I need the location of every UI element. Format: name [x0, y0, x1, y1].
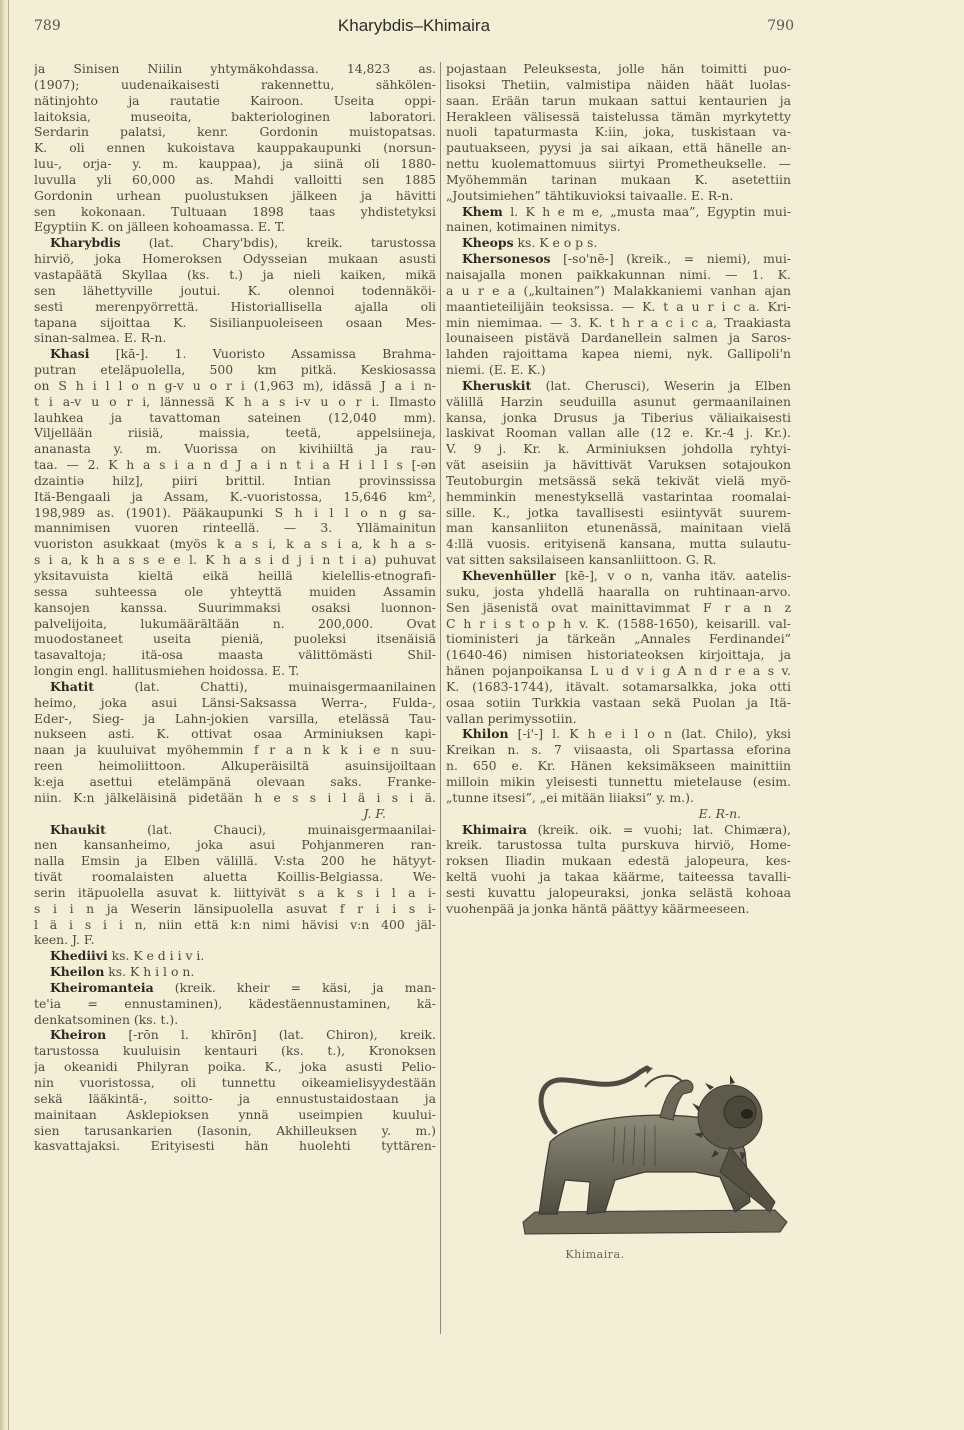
text-line — [34, 568, 436, 584]
text-line — [446, 536, 791, 552]
line-text: V. 9 j. Kr. k. Arminiuksen johdolla ryhtyi- — [446, 441, 791, 457]
chimera-illustration-icon — [495, 1062, 795, 1242]
line-text: min niemimaa. — 3. K. t h r a c i c a, Traakiasta — [446, 314, 791, 330]
line-text: Serdarin palatsi, kenr. Gordonin muistopatsas. — [34, 124, 436, 140]
line-text: Viljellään riisiä, maissia, teetä, appelsiineja, — [34, 425, 436, 441]
line-text: C h r i s t o p h v. K. (1588-1650), keisarill. val- — [446, 615, 791, 631]
text-line — [446, 552, 791, 568]
running-title: Kharybdis–Khimaira — [337, 16, 491, 35]
text-line — [34, 441, 436, 457]
text-line — [34, 378, 436, 394]
text-line — [34, 631, 436, 647]
khimaira-figure — [495, 1062, 795, 1272]
text-line — [34, 584, 436, 600]
text-line — [34, 647, 436, 663]
text-line — [446, 679, 791, 695]
text-line — [446, 663, 791, 679]
text-line — [446, 441, 791, 457]
text-line — [34, 505, 436, 521]
text-line — [34, 1075, 436, 1091]
line-text: lauhkea ja tavattoman sateinen (12,040 mm). — [34, 409, 436, 425]
line-text: nainen, kotimainen nimitys. — [446, 219, 621, 235]
line-text: nalla Emsin ja Elben välillä. V:sta 200 he hätyyt- — [34, 853, 436, 869]
text-line — [34, 172, 436, 188]
text-line — [34, 1107, 436, 1123]
text-line — [34, 330, 436, 346]
text-line — [34, 853, 436, 869]
line-text: vät aseisiin ja hävittivät Varuksen sotajoukon — [446, 457, 791, 473]
line-text: „tunne itsesi”, „ei mitään liiaksi” y. m.). — [446, 789, 694, 805]
line-text: (lat. Chatti), muinaisgermaanilainen — [93, 678, 436, 694]
entry-headword: Khimaira — [462, 821, 527, 837]
entry-headword-line — [446, 378, 791, 394]
line-text: hemminkin menestyksellä vastarintaa roomalai- — [446, 488, 791, 504]
line-text: nettu kuolemattomuus siirtyi Prometheukselle. — — [446, 156, 791, 172]
line-text: mannimisen vuoren rinteellä. — 3. Yllämainitun — [34, 520, 436, 536]
text-line — [446, 695, 791, 711]
text-line — [446, 901, 791, 917]
line-text: yksitavuista kieltä eikä heillä kielellis-etnografi- — [34, 568, 436, 583]
line-text: (1907); uudenaikaisesti rakennettu, sähkölen- — [34, 76, 436, 92]
page-number-left: 789 — [34, 18, 61, 34]
line-text: [-i'-] l. K h e i l o n (lat. Chilo), yksi — [508, 726, 791, 742]
text-line — [34, 93, 436, 109]
text-line — [34, 473, 436, 489]
text-line — [34, 188, 436, 204]
line-text: E. R-n. — [698, 805, 741, 821]
line-text: K. (1683-1744), itävalt. sotamarsalkka, joka otti — [446, 678, 791, 694]
line-text: vuohenpää ja jonka häntä päättyy käärmeeseen. — [446, 900, 750, 916]
line-text: kreik. tarustossa tulta purskuva hirviö, Home- — [446, 837, 791, 853]
line-text: man kansanliiton etunenässä, mainitaan vielä — [446, 520, 791, 536]
text-line — [446, 267, 791, 283]
text-line — [446, 505, 791, 521]
line-text: nuoli tapaturmasta K:iin, joka, tuskistaan va- — [446, 124, 791, 140]
entry-headword-line — [446, 568, 791, 584]
entry-headword-line — [34, 822, 436, 838]
text-line — [34, 156, 436, 172]
line-text: Sen jäsenistä ovat mainittavimmat F r a n z — [446, 599, 791, 615]
page-binding-edge — [0, 0, 9, 1430]
text-line — [446, 109, 791, 125]
text-line — [34, 726, 436, 742]
text-line — [446, 647, 791, 663]
text-line — [34, 869, 436, 885]
text-line — [446, 330, 791, 346]
text-line — [34, 1123, 436, 1139]
text-line — [34, 140, 436, 156]
line-text: nen kansanheimo, joka asui Pohjanmeren ran- — [34, 837, 436, 853]
line-text: ananasta y. m. Vuorissa on kivihiiltä ja rau- — [34, 441, 436, 457]
line-text: Kreikan n. s. 7 viisaasta, oli Spartassa eforina — [446, 742, 791, 758]
entry-headword: Khediivi — [50, 948, 108, 964]
text-line — [34, 1043, 436, 1059]
entry-headword-line — [34, 235, 436, 251]
text-line — [446, 124, 791, 140]
line-text: Teutoburgin metsässä sekä tekivät vielä myö- — [446, 472, 791, 488]
line-text: naan ja kuuluivat myöhemmin f r a n k k i e n suu- — [34, 742, 436, 758]
line-text: „Joutsimiehen” tähtikuvioksi taivaalle. E. R-n. — [446, 187, 734, 203]
text-line — [446, 489, 791, 505]
line-text: sen lähettyville joutui. K. olennoi todennäköi- — [34, 282, 436, 298]
line-text: sessa suhteessa ole yhteyttä muiden Assamin — [34, 583, 436, 599]
text-line — [34, 663, 436, 679]
text-line — [34, 315, 436, 331]
line-text: s i i n ja Weserin länsipuolella asuvat f r i i s i- — [34, 900, 436, 916]
line-text: kansa, jonka Drusus ja Tiberius väliaikaisesti — [446, 409, 791, 425]
entry-headword-line — [446, 726, 791, 742]
line-text: Eder-, Sieg- ja Lahn-jokien varsilla, etelässä Tau- — [34, 710, 436, 726]
text-line — [446, 299, 791, 315]
text-line — [34, 1012, 436, 1028]
text-line — [446, 346, 791, 362]
line-text: reen heimoliittoon. Alkuperäisiltä asuinsijoiltaan — [34, 758, 436, 774]
text-line — [446, 172, 791, 188]
line-text: (lat. Chary'bdis), kreik. tarustossa — [120, 235, 436, 251]
entry-headword: Khilon — [462, 726, 509, 742]
line-text: tivät roomalaisten aluetta Koillis-Belgiassa. We- — [34, 869, 436, 885]
text-line — [34, 457, 436, 473]
text-line — [34, 219, 436, 235]
line-text: 4:llä vuosis. erityisenä kansana, mutta sulautu- — [446, 536, 791, 552]
line-text: 198,989 as. (1901). Pääkaupunki S h i l l o n g sa- — [34, 504, 436, 520]
line-text: välillä Harzin seuduilla asunut germaanilainen — [446, 393, 791, 409]
text-line — [34, 267, 436, 283]
entry-headword-line — [446, 235, 791, 251]
entry-headword-line — [34, 346, 436, 362]
line-text: (lat. Chauci), muinaisgermaanilai- — [105, 821, 436, 837]
text-line — [34, 299, 436, 315]
line-text: longin engl. hallitusmiehen hoidossa. E. T. — [34, 663, 300, 679]
line-text: t i a-v u o r i, lännessä K h a s i-v u o r i. Ilmasto — [34, 393, 436, 409]
line-text: [kā-]. 1. Vuoristo Assamissa Brahma- — [89, 346, 436, 362]
text-line — [446, 869, 791, 885]
text-line — [34, 695, 436, 711]
text-line — [446, 362, 791, 378]
line-text: suku, josta yhdellä haaralla on ruhtinaan-arvo. — [446, 583, 791, 599]
text-line — [446, 758, 791, 774]
text-line — [34, 758, 436, 774]
line-text: (kreik. oik. = vuohi; lat. Chimæra), — [526, 821, 791, 837]
text-line — [446, 885, 791, 901]
line-text: saan. Erään tarun mukaan sattui kentaurien ja — [446, 92, 791, 108]
text-line — [446, 61, 791, 77]
text-line — [446, 425, 791, 441]
line-text: ja okeanidi Philyran poika. K., joka asusti Pelio- — [34, 1059, 436, 1075]
text-line — [446, 742, 791, 758]
line-text: vuoriston asukkaat (myös k a s i, k a s i a, k h a s- — [34, 536, 436, 552]
text-line — [34, 536, 436, 552]
text-line — [34, 996, 436, 1012]
text-line — [34, 1138, 436, 1154]
line-text: lisoksi Thetiin, valmistipa näiden häät luolas- — [446, 76, 791, 92]
line-text: sien tarusankarien (Iasonin, Akhilleuksen y. m.) — [34, 1122, 436, 1138]
entry-headword-line — [34, 964, 436, 980]
text-line — [446, 140, 791, 156]
line-text: sekä lääkintä-, soitto- ja ennustustaidostaan ja — [34, 1090, 436, 1106]
text-line — [34, 489, 436, 505]
line-text: milloin mikin yleisesti tunnettu mietelause (esim. — [446, 773, 791, 789]
line-text: k:eja asettui etelämpänä olevaan saks. Franke- — [34, 773, 436, 789]
entry-headword: Kheruskit — [462, 377, 532, 393]
text-line — [34, 600, 436, 616]
entry-headword-line — [446, 822, 791, 838]
line-text: K. oli ennen kukoistava kauppakaupunki (norsun- — [34, 140, 436, 156]
left-column — [34, 61, 436, 1154]
line-text: muodostaneet useita pieniä, puoleksi itsenäisiä — [34, 631, 436, 647]
text-line — [446, 473, 791, 489]
column-divider — [440, 62, 441, 1334]
text-line — [34, 109, 436, 125]
text-line — [34, 901, 436, 917]
line-text: keen. J. F. — [34, 932, 95, 948]
line-text: heimo, joka asui Länsi-Saksassa Werra-, Fulda-, — [34, 694, 436, 710]
line-text: [-rōn l. khīrōn] (lat. Chiron), kreik. — [106, 1027, 436, 1043]
text-line — [34, 124, 436, 140]
line-text: (1640-46) nimisen historiateoksen kirjoittaja, ja — [446, 647, 791, 663]
line-text: n. 650 e. Kr. Hänen keksimäkseen mainittiin — [446, 758, 791, 774]
line-text: osaa sotiin Turkkia vastaan sekä Puolan ja Itä- — [446, 694, 791, 710]
entry-headword: Khevenhüller — [462, 568, 556, 583]
line-text: serin itäpuolella asuvat k. liittyivät s a k s i l a i- — [34, 884, 436, 900]
text-line — [446, 315, 791, 331]
line-text: sille. K., jotka tavallisesti esiintyvät suurem- — [446, 504, 791, 520]
page-header — [34, 16, 794, 38]
line-text: roksen Iliadin mukaan edestä jalopeura, kes- — [446, 853, 791, 869]
figure-caption: Khimaira. — [565, 1248, 625, 1261]
right-column — [446, 61, 791, 917]
line-text: sinan-salmea. E. R-n. — [34, 330, 167, 346]
line-text: Herakleen välisessä taistelussa tämän myrkytetty — [446, 108, 791, 124]
text-line — [34, 552, 436, 568]
author-signature — [34, 806, 436, 822]
line-text: ks. K h i l o n. — [104, 964, 195, 980]
line-text: kansojen kanssa. Suurimmaksi osaksi luonnon- — [34, 599, 436, 615]
line-text: hirviö, joka Homeroksen Odysseian mukaan asusti — [34, 251, 436, 267]
text-line — [34, 204, 436, 220]
text-line — [34, 1059, 436, 1075]
text-line — [446, 790, 791, 806]
text-line — [34, 790, 436, 806]
line-text: Myöhemmän tarinan mukaan K. asetettiin — [446, 171, 791, 187]
line-text: kasvattajaksi. Erityisesti hän huolehti tyttären- — [34, 1138, 436, 1154]
text-line — [446, 410, 791, 426]
line-text: pautuakseen, pyysi ja sai aikaan, että hänelle an- — [446, 140, 791, 156]
line-text: laskivat Rooman vallan alle (12 e. Kr.-4 j. Kr.). — [446, 425, 791, 441]
line-text: lahden rajoittama kapea niemi, nyk. Gallipoli'n — [446, 346, 791, 362]
text-line — [446, 631, 791, 647]
text-line — [34, 742, 436, 758]
line-text: palvelijoita, lukumäärältään n. 200,000. Ovat — [34, 615, 436, 631]
entry-headword: Kheilon — [50, 964, 105, 980]
line-text: sen kokonaan. Tultuaan 1898 taas yhdistetyksi — [34, 203, 436, 219]
text-line — [34, 1091, 436, 1107]
text-line — [446, 711, 791, 727]
line-text: (kreik. kheir = käsi, ja man- — [153, 979, 436, 995]
entry-headword-line — [34, 980, 436, 996]
line-text: luu-, orja- y. m. kauppaa), ja siinä oli 1880- — [34, 156, 436, 172]
text-line — [34, 520, 436, 536]
line-text: Gordonin urhean puolustuksen jälkeen ja hävitti — [34, 187, 436, 203]
line-text: tasavaltoja; itä-osa maasta välittömästi Shil- — [34, 647, 436, 663]
line-text: lounaiseen pistävä Dardanellein salmen ja Saros- — [446, 330, 791, 346]
text-line — [446, 457, 791, 473]
text-line — [34, 885, 436, 901]
text-line — [34, 932, 436, 948]
entry-headword: Khersonesos — [462, 251, 551, 267]
entry-headword-line — [34, 948, 436, 964]
text-line — [34, 774, 436, 790]
text-line — [34, 61, 436, 77]
author-signature — [446, 806, 791, 822]
line-text: ks. K e d i i v i. — [107, 948, 205, 964]
entry-headword-line — [446, 204, 791, 220]
text-line — [446, 520, 791, 536]
entry-headword: Khatit — [50, 678, 94, 694]
text-line — [446, 77, 791, 93]
line-text: putran eteläpuolella, 500 km pitkä. Keskiosassa — [34, 362, 436, 378]
line-text: sesti kuvattu jalopeuraksi, jonka selästä kohoaa — [446, 884, 791, 900]
line-text: tioministeri ja tärkeän „Annales Ferdinandei” — [446, 631, 791, 647]
line-text: sesti merenpyörrettä. Historiallisella ajalla oli — [34, 298, 436, 314]
line-text: a u r e a („kultainen”) Malakkaniemi vanhan ajan — [446, 282, 791, 298]
line-text: vallan perimyssotiin. — [446, 710, 577, 726]
line-text: vat sitten saksilaiseen kansanliittoon. G. R. — [446, 552, 717, 568]
text-line — [446, 93, 791, 109]
line-text: hänen pojanpoikansa L u d v i g A n d r e a s v. — [446, 663, 791, 679]
text-line — [34, 425, 436, 441]
entry-headword: Kheops — [462, 235, 514, 251]
text-line — [446, 600, 791, 616]
line-text: te'ia = ennustaminen), kädestäennustaminen, kä- — [34, 995, 436, 1011]
line-text: naisajalla monen paikkakunnan nimi. — 1. K. — [446, 266, 791, 282]
text-line — [34, 283, 436, 299]
line-text: niemi. (E. E. K.) — [446, 362, 546, 378]
line-text: ks. K e o p s. — [513, 235, 598, 251]
line-text: niin. K:n jälkeläisinä pidetään h e s s i l ä i s i ä. — [34, 789, 436, 805]
line-text: l ä i s i i n, niin että k:n nimi hävisi v:n 400 jäl- — [34, 916, 436, 932]
text-line — [34, 362, 436, 378]
line-text: J. F. — [363, 805, 386, 821]
entry-headword: Kheiromanteia — [50, 979, 154, 995]
line-text: maantieteilijäin teoksissa. — K. t a u r i c a. Kri- — [446, 298, 791, 314]
text-line — [446, 283, 791, 299]
line-text: [-so'nē-] (kreik., = niemi), mui- — [550, 251, 791, 267]
line-text: laitoksia, museoita, bakteriologinen laboratori. — [34, 108, 436, 124]
entry-headword: Kheiron — [50, 1027, 107, 1043]
entry-headword: Khem — [462, 203, 503, 219]
text-line — [446, 616, 791, 632]
text-line — [34, 410, 436, 426]
line-text: nukseen asti. K. ottivat osaa Arminiuksen kapi- — [34, 726, 436, 742]
entry-headword: Khasi — [50, 346, 90, 362]
line-text: nätinjohto ja rautatie Kairoon. Useita oppi- — [34, 92, 436, 108]
text-line — [446, 188, 791, 204]
line-text: luvulla yli 60,000 as. Mahdi valloitti sen 1885 — [34, 171, 436, 187]
line-text: vastapäätä Skyllaa (ks. t.) ja nieli kaiken, mikä — [34, 266, 436, 282]
line-text: Itä-Bengaali ja Assam, K.-vuoristossa, 15,646 km², — [34, 488, 436, 504]
line-text: (lat. Cherusci), Weserin ja Elben — [531, 377, 791, 393]
text-line — [34, 837, 436, 853]
text-line — [34, 77, 436, 93]
line-text: s i a, k h a s s e e l. K h a s i d j i n t i a) puhuvat — [34, 552, 436, 568]
text-line — [446, 584, 791, 600]
text-line — [446, 774, 791, 790]
line-text: mainitaan Asklepioksen ynnä useimpien kuului- — [34, 1106, 436, 1122]
text-line — [446, 156, 791, 172]
page-number-right: 790 — [767, 18, 794, 34]
text-line — [34, 394, 436, 410]
line-text: Egyptiin K. on jälleen kohoamassa. E. T. — [34, 219, 286, 235]
text-line — [446, 219, 791, 235]
text-line — [34, 251, 436, 267]
entry-headword-line — [446, 251, 791, 267]
line-text: dzaintiə hilz], piiri brittil. Intian provinssissa — [34, 472, 436, 488]
text-line — [446, 853, 791, 869]
line-text: ja Sinisen Niilin yhtymäkohdassa. 14,823 as. — [34, 61, 436, 76]
text-line — [446, 837, 791, 853]
entry-headword: Kharybdis — [50, 235, 121, 251]
line-text: tarustossa kuuluisin kentauri (ks. t.), Kronoksen — [34, 1043, 436, 1059]
line-text: pojastaan Peleuksesta, jolle hän toimitti puo- — [446, 61, 791, 76]
line-text: [kē-], v o n, vanha itäv. aatelis- — [555, 568, 791, 583]
line-text: denkatsominen (ks. t.). — [34, 1011, 179, 1027]
text-line — [34, 616, 436, 632]
line-text: l. K h e m e, „musta maa”, Egyptin mui- — [502, 203, 791, 219]
line-text: keltä vuohi ja takaa käärme, taiteessa tavalli- — [446, 869, 791, 885]
text-line — [34, 917, 436, 933]
entry-headword-line — [34, 1027, 436, 1043]
line-text: nin vuoristossa, oli tunnettu oikeamielisyydestään — [34, 1075, 436, 1090]
line-text: taa. — 2. K h a s i a n d J a i n t i a H i l l s [-ən — [34, 457, 436, 473]
text-line — [446, 394, 791, 410]
line-text: tapana sijoittaa K. Sisilianpuoleiseen osaan Mes- — [34, 314, 436, 330]
entry-headword-line — [34, 679, 436, 695]
text-line — [34, 711, 436, 727]
line-text: on S h i l l o n g-v u o r i (1,963 m), idässä J a i n- — [34, 377, 436, 393]
entry-headword: Khaukit — [50, 821, 106, 837]
